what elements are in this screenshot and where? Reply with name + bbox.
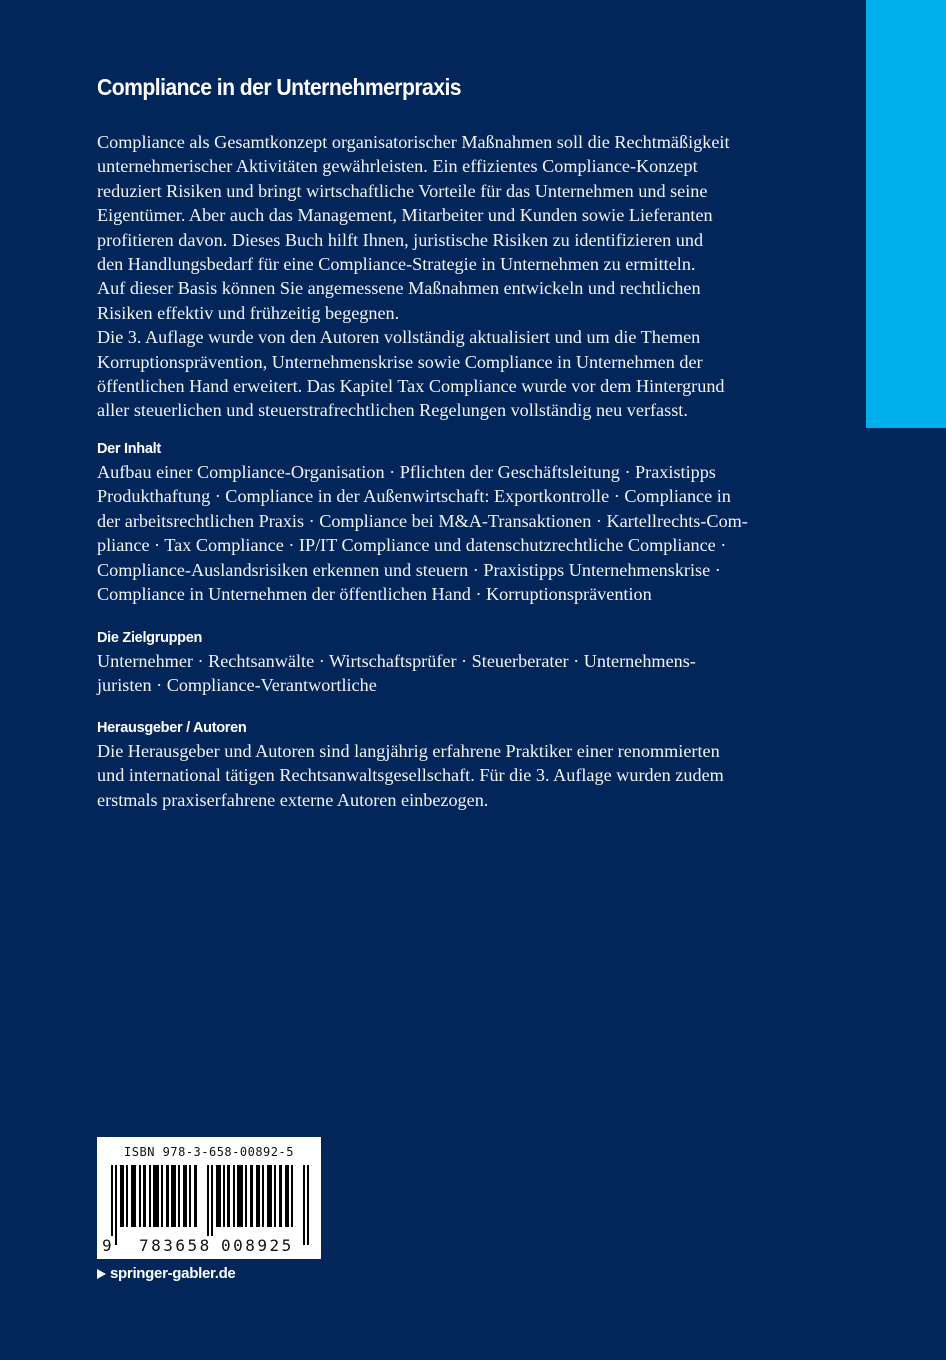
- contents-line: Compliance in Unternehmen der öffentlichen Hand · Korruptionsprävention: [97, 584, 652, 605]
- intro-line: aller steuerlichen und steuerstrafrechtlichen Regelungen vollständig neu verfasst.: [97, 400, 688, 421]
- intro-line: Eigentümer. Aber auch das Management, Mitarbeiter und Kunden sowie Lieferanten: [97, 205, 713, 226]
- contents-line: Compliance-Auslandsrisiken erkennen und steuern · Praxistipps Unternehmenskrise ·: [97, 559, 721, 580]
- intro-line: reduziert Risiken und bringt wirtschaftliche Vorteile für das Unternehmen und seine: [97, 180, 708, 201]
- section-target-groups: [97, 630, 777, 698]
- section-heading-target-groups: Die Zielgruppen: [97, 630, 203, 646]
- barcode-icon: [111, 1165, 311, 1245]
- barcode-digit-first: 9: [102, 1236, 112, 1255]
- publisher-url: springer-gabler.de: [110, 1265, 236, 1282]
- authors-line: Die Herausgeber und Autoren sind langjährig erfahrene Praktiker einer renommierten: [97, 741, 720, 761]
- authors-line: erstmals praxiserfahrene externe Autoren einbezogen.: [97, 789, 489, 810]
- intro-paragraph: [97, 130, 777, 423]
- target-groups-line: juristen · Compliance-Verantwortliche: [97, 675, 377, 696]
- contents-line: pliance · Tax Compliance · IP/IT Compliance und datenschutzrechtliche Compliance ·: [97, 535, 727, 556]
- publisher-link[interactable]: [97, 1265, 235, 1282]
- isbn-label: ISBN 978-3-658-00892-5: [124, 1145, 294, 1159]
- intro-line: profitieren davon. Dieses Buch hilft Ihnen, juristische Risiken zu identifizieren und: [97, 229, 704, 250]
- section-authors: [97, 720, 777, 812]
- intro-line: den Handlungsbedarf für eine Compliance-Strategie in Unternehmen zu ermitteln.: [97, 254, 696, 275]
- barcode-digits-left: 783658: [139, 1236, 212, 1255]
- arrow-right-icon: [97, 1269, 106, 1279]
- intro-line: Korruptionsprävention, Unternehmenskrise sowie Compliance in Unternehmen der: [97, 351, 703, 372]
- accent-strip: [866, 0, 946, 428]
- intro-line: unternehmerischer Aktivitäten gewährleisten. Ein effizientes Compliance-Konzept: [97, 156, 698, 177]
- section-heading-contents: Der Inhalt: [97, 441, 161, 457]
- intro-line: Auf dieser Basis können Sie angemessene Maßnahmen entwickeln und rechtlichen: [97, 278, 701, 299]
- contents-line: Aufbau einer Compliance-Organisation · Pflichten der Geschäftsleitung · Praxistipps: [97, 462, 716, 482]
- authors-line: und international tätigen Rechtsanwaltsgesellschaft. Für die 3. Auflage wurden zudem: [97, 765, 724, 786]
- contents-line: Produkthaftung · Compliance in der Außenwirtschaft: Exportkontrolle · Compliance in: [97, 486, 731, 507]
- intro-line: Die 3. Auflage wurde von den Autoren vollständig aktualisiert und um die Themen: [97, 327, 701, 348]
- target-groups-line: Unternehmer · Rechtsanwälte · Wirtschaftsprüfer · Steuerberater · Unternehmens-: [97, 651, 696, 671]
- section-heading-authors: Herausgeber / Autoren: [97, 720, 247, 736]
- intro-line: Compliance als Gesamtkonzept organisatorischer Maßnahmen soll die Rechtmäßigkeit: [97, 132, 730, 152]
- intro-line: öffentlichen Hand erweitert. Das Kapitel Tax Compliance wurde vor dem Hintergrund: [97, 376, 725, 397]
- barcode-digits-right: 008925: [221, 1236, 294, 1255]
- isbn-barcode: [97, 1137, 321, 1259]
- book-title: Compliance in der Unternehmerpraxis: [97, 74, 462, 100]
- section-contents: [97, 441, 777, 606]
- intro-line: Risiken effektiv und frühzeitig begegnen.: [97, 302, 400, 323]
- contents-line: der arbeitsrechtlichen Praxis · Compliance bei M&A-Transaktionen · Kartellrechts-Com-: [97, 510, 748, 531]
